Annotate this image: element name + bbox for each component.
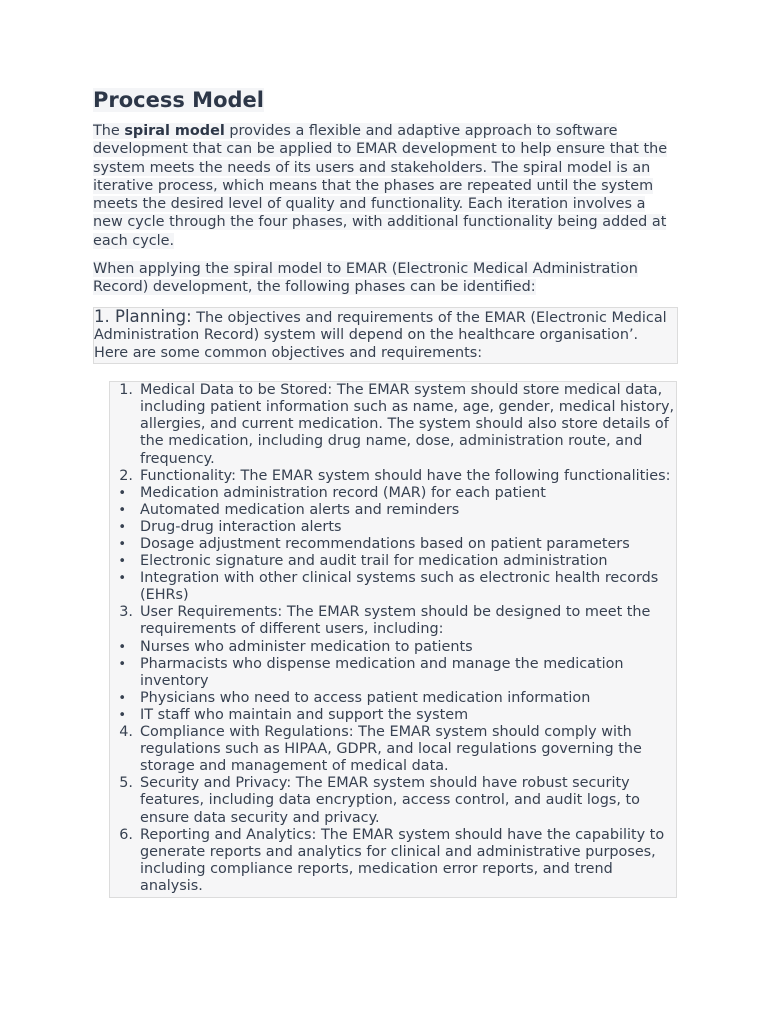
list-number: 5. bbox=[119, 775, 133, 792]
list-item-text: Security and Privacy: The EMAR system should have robust security features, including data encryption, access control, and audit logs, to ensure data security and privacy. bbox=[140, 775, 640, 826]
list-item-text: Integration with other clinical systems such as electronic health records (EHRs) bbox=[140, 570, 659, 604]
list-item bbox=[110, 775, 676, 826]
list-number: 1. bbox=[119, 382, 133, 399]
list-item bbox=[110, 827, 676, 895]
list-number: 6. bbox=[119, 826, 133, 843]
list-item-text: Automated medication alerts and reminders bbox=[140, 501, 460, 518]
list-item-text: Reporting and Analytics: The EMAR system should have the capability to generate reports and analytics for clinical and administrative purposes, including compliance reports, medication error reports, and trend analysis. bbox=[140, 826, 665, 894]
list-item-text: Drug-drug interaction alerts bbox=[140, 518, 342, 535]
list-item bbox=[110, 536, 676, 553]
bullet-marker: • bbox=[118, 519, 126, 535]
planning-box bbox=[93, 307, 678, 365]
list-item-text: Pharmacists who dispense medication and manage the medication inventory bbox=[140, 655, 624, 689]
list-item bbox=[110, 724, 676, 775]
bullet-marker: • bbox=[118, 554, 126, 570]
bullet-marker: • bbox=[118, 690, 126, 706]
intro-bold-term: spiral model bbox=[124, 123, 225, 139]
planning-label: 1. Planning: bbox=[94, 306, 192, 326]
list-item-text: Functionality: The EMAR system should have the following functionalities: bbox=[140, 467, 671, 484]
list-item bbox=[110, 468, 676, 485]
list-item-text: IT staff who maintain and support the system bbox=[140, 706, 469, 723]
page-title bbox=[93, 88, 678, 112]
list-item bbox=[110, 690, 676, 707]
list-item-text: Physicians who need to access patient medication information bbox=[140, 689, 591, 706]
list-item-text: Medication administration record (MAR) for each patient bbox=[140, 484, 546, 501]
list-item-text: Medical Data to be Stored: The EMAR system should store medical data, including patient information such as name, age, gender, medical history, allergies, and current medication. The system should also store details of the medication, including drug name, dose, administration route, and frequency. bbox=[140, 382, 675, 467]
list-item bbox=[110, 519, 676, 536]
document-page bbox=[93, 88, 678, 898]
list-item-text: Electronic signature and audit trail for medication administration bbox=[140, 553, 608, 570]
list-item-text: User Requirements: The EMAR system should be designed to meet the requirements of different users, including: bbox=[140, 604, 651, 638]
list-item-text: Nurses who administer medication to patients bbox=[140, 638, 473, 655]
bullet-marker: • bbox=[118, 571, 126, 587]
intro-text bbox=[93, 123, 667, 249]
list-item bbox=[110, 485, 676, 502]
list-item-text: Dosage adjustment recommendations based on patient parameters bbox=[140, 536, 630, 553]
list-number: 2. bbox=[119, 467, 133, 484]
bullet-marker: • bbox=[118, 656, 126, 672]
applying-text: When applying the spiral model to EMAR (Electronic Medical Administration Record) development, the following phases can be identified: bbox=[93, 261, 638, 296]
list-item bbox=[110, 570, 676, 604]
bullet-marker: • bbox=[118, 537, 126, 553]
list-number: 3. bbox=[119, 604, 133, 621]
list-number: 4. bbox=[119, 724, 133, 741]
bullet-marker: • bbox=[118, 639, 126, 655]
bullet-marker: • bbox=[118, 485, 126, 501]
list-item bbox=[110, 382, 676, 467]
applying-paragraph bbox=[93, 260, 678, 297]
list-item-text: Compliance with Regulations: The EMAR system should comply with regulations such as HIPAA, GDPR, and local regulations governing the storage and management of medical data. bbox=[140, 724, 642, 775]
list-item bbox=[110, 656, 676, 690]
intro-paragraph bbox=[93, 122, 678, 250]
list-item bbox=[110, 639, 676, 656]
planning-text: The objectives and requirements of the EMAR (Electronic Medical Administration Record) system will depend on the healthcare organisation’. Here are some common objectives and requirements: bbox=[94, 309, 667, 361]
requirements-list bbox=[109, 381, 677, 898]
intro-after-bold: provides a flexible and adaptive approach to software development that can be applied to EMAR development to help ensure that the system meets the needs of its users and stakeholders. The spiral model is an iterative process, which means that the phases are repeated until the system meets the desired level of quality and functionality. Each iteration involves a new cycle through the four phases, with additional functionality being added at each cycle. bbox=[93, 123, 668, 249]
list-item bbox=[110, 707, 676, 724]
intro-before-bold: The bbox=[93, 123, 125, 139]
list-item bbox=[110, 604, 676, 638]
bullet-marker: • bbox=[118, 502, 126, 518]
list-item bbox=[110, 502, 676, 519]
bullet-marker: • bbox=[118, 707, 126, 723]
list-item bbox=[110, 553, 676, 570]
page-title-text: Process Model bbox=[93, 88, 264, 112]
